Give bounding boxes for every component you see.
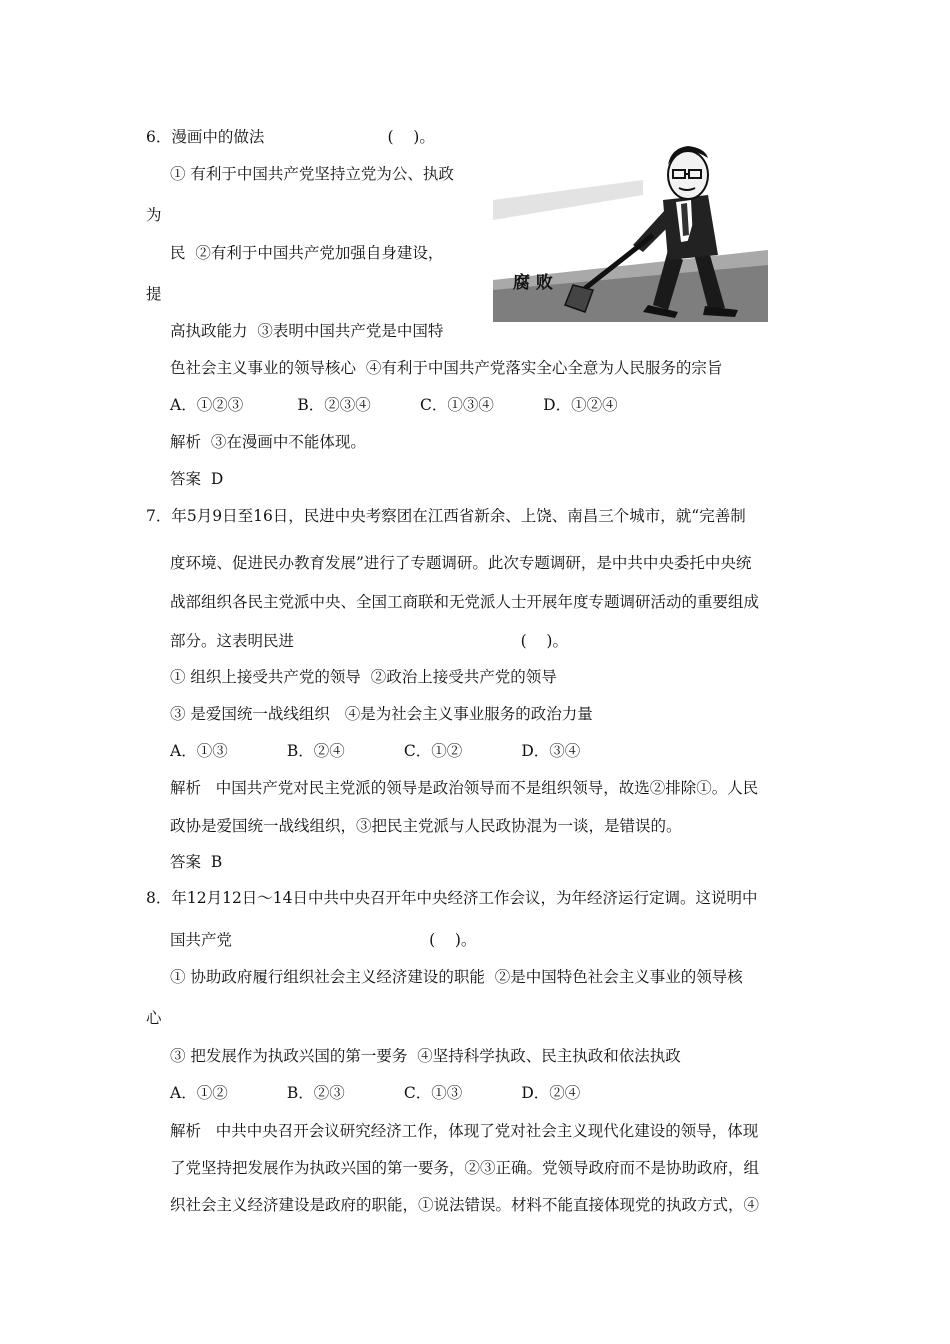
- q8-analysis-line-1: 解析 中共中央召开会议研究经济工作，体现了党对社会主义现代化建设的领导，体现: [170, 1122, 759, 1140]
- q6-option-line-3: 民 ②有利于中国共产党加强自身建设，: [170, 244, 444, 262]
- q6-option-line-5: 高执政能力 ③表明中国共产党是中国特: [170, 322, 444, 340]
- q7-option-line-2: ③ 是爱国统一战线组织 ④是为社会主义事业服务的政治力量: [170, 705, 593, 723]
- q6-choices: A．①②③ B．②③④ C．①③④ D．①②④: [170, 396, 618, 414]
- cartoon-caption: 腐 败: [513, 273, 553, 293]
- q7-stem-line-2: 度环境、促进民办教育发展”进行了专题调研。此次专题调研，是中共中央委托中央统: [170, 554, 752, 572]
- q8-analysis-line-3: 织社会主义经济建设是政府的职能，①说法错误。材料不能直接体现党的执政方式，④: [170, 1196, 760, 1214]
- q8-option-line-3: ③ 把发展作为执政兴国的第一要务 ④坚持科学执政、民主执政和依法执政: [170, 1047, 681, 1065]
- q6-analysis: 解析 ③在漫画中不能体现。: [170, 433, 366, 451]
- q7-option-line-1: ① 组织上接受共产党的领导 ②政治上接受共产党的领导: [170, 668, 557, 686]
- q8-stem-line-2: 国共产党 ( )。: [170, 931, 477, 949]
- q6-option-line-1: ① 有利于中国共产党坚持立党为公、执政: [170, 165, 454, 183]
- q6-stem: 6．漫画中的做法 ( )。: [146, 128, 435, 146]
- q8-option-line-2: 心: [146, 1009, 162, 1027]
- q7-stem-line-3: 战部组织各民主党派中央、全国工商联和无党派人士开展年度专题调研活动的重要组成: [170, 593, 760, 611]
- q6-option-line-4: 提: [146, 285, 162, 303]
- q8-stem-line-1: 8．年12月12日～14日中共中央召开年中央经济工作会议，为年经济运行定调。这说明中: [146, 889, 758, 907]
- q7-analysis-line-2: 政协是爱国统一战线组织，③把民主党派与人民政协混为一谈，是错误的。: [170, 817, 682, 835]
- corruption-cartoon: [493, 140, 768, 322]
- q7-stem-line-4: 部分。这表明民进 ( )。: [170, 632, 568, 650]
- q7-analysis-line-1: 解析 中国共产党对民主党派的领导是政治领导而不是组织领导，故选②排除①。人民: [170, 779, 759, 797]
- cartoon-drawing: [493, 140, 768, 322]
- q6-option-line-2: 为: [146, 206, 162, 224]
- q7-choices: A．①③ B．②④ C．①② D．③④: [170, 742, 581, 760]
- q8-choices: A．①② B．②③ C．①③ D．②④: [170, 1084, 581, 1102]
- q8-analysis-line-2: 了党坚持把发展作为执政兴国的第一要务，②③正确。党领导政府而不是协助政府，组: [170, 1159, 760, 1177]
- q7-answer: 答案 B: [170, 853, 223, 871]
- q8-option-line-1: ① 协助政府履行组织社会主义经济建设的职能 ②是中国特色社会主义事业的领导核: [170, 968, 743, 986]
- q6-answer: 答案 D: [170, 470, 224, 488]
- q6-option-line-6: 色社会主义事业的领导核心 ④有利于中国共产党落实全心全意为人民服务的宗旨: [170, 359, 723, 377]
- q7-stem-line-1: 7．年5月9日至16日，民进中央考察团在江西省新余、上饶、南昌三个城市，就“完善制: [146, 507, 746, 525]
